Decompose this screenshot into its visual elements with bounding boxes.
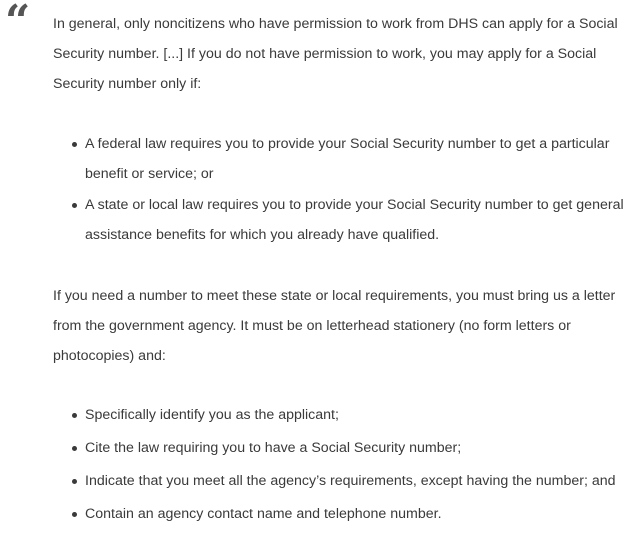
conditions-list xyxy=(53,129,638,250)
paragraph-intro: In general, only noncitizens who have permission to work from DHS can apply for a Social Security number. [...] If you do not have permission to work, you may apply for a Social Security number only if: xyxy=(53,16,618,92)
list-item: Cite the law requiring you to have a Social Security number; xyxy=(85,433,638,463)
list-item: A federal law requires you to provide your Social Security number to get a particular benefit or service; or xyxy=(85,129,638,189)
letter-requirements-list xyxy=(53,400,638,529)
quote-mark-icon: “ xyxy=(5,0,25,47)
quote-content xyxy=(53,9,638,529)
list-item: Contain an agency contact name and telephone number. xyxy=(85,499,638,529)
list-item: Specifically identify you as the applicant; xyxy=(85,400,638,430)
list-item: A state or local law requires you to provide your Social Security number to get general assistance benefits for which you already have qualified. xyxy=(85,190,638,250)
list-item: Indicate that you meet all the agency’s requirements, except having the number; and xyxy=(85,466,638,496)
paragraph-requirements: If you need a number to meet these state or local requirements, you must bring us a letter from the government agency. It must be on letterhead stationery (no form letters or photocopies) and: xyxy=(53,288,616,364)
